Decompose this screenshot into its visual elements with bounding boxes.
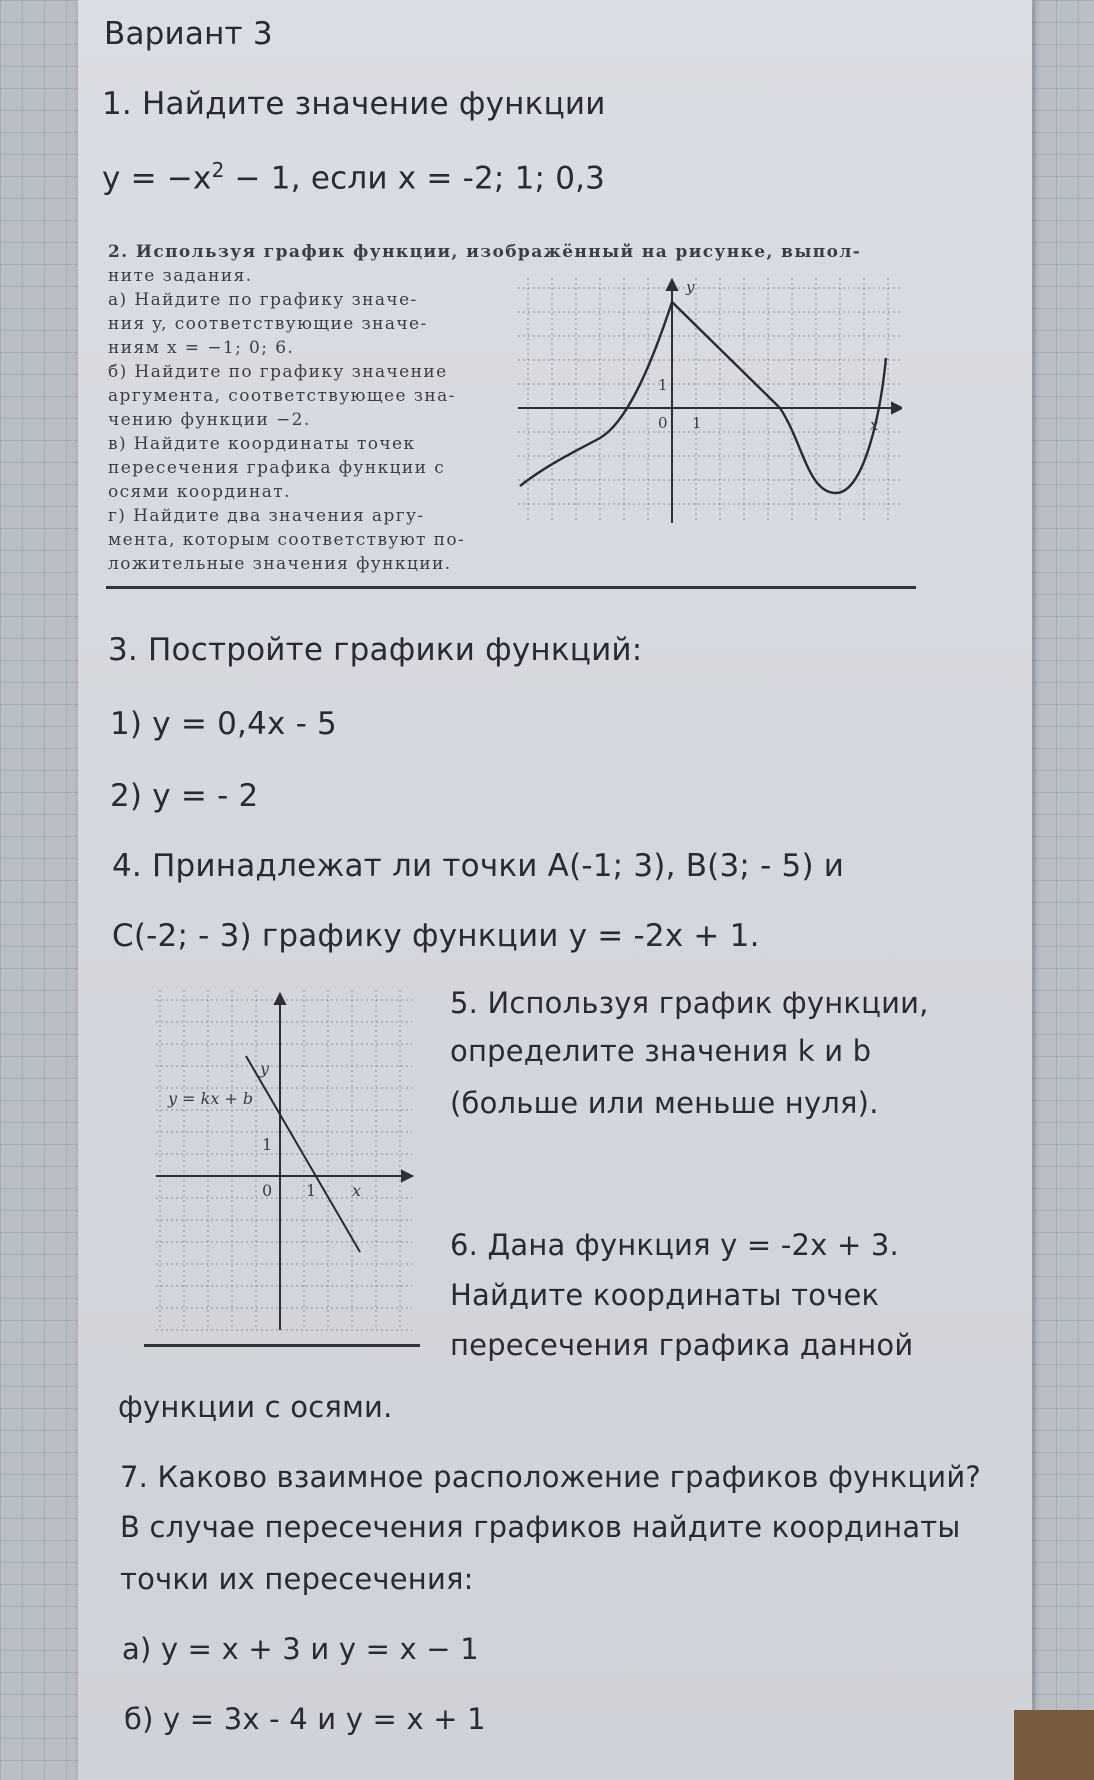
task6-line-0: 6. Дана функция y = -2x + 3. [450, 1228, 899, 1262]
task5-axes [156, 994, 412, 1330]
task2-line-3: ния y, соответствующие значе- [108, 314, 428, 334]
task2-line-10: осями координат. [108, 482, 291, 502]
task7-line-0: 7. Каково взаимное расположение графиков функций? [120, 1460, 981, 1494]
task6-line-2: пересечения графика данной [450, 1328, 914, 1362]
task7-line-2: точки их пересечения: [120, 1562, 474, 1596]
wood-surface [1014, 1710, 1094, 1780]
task7-item-a: а) y = x + 3 и y = x − 1 [122, 1632, 479, 1666]
task2-origin-label: 0 [658, 414, 668, 432]
task2-axes [518, 280, 902, 523]
task2-line-13: ложительные значения функции. [108, 554, 452, 574]
task1-eq-suffix: − 1, если x = -2; 1; 0,3 [224, 160, 606, 197]
task5-func-label: y = kx + b [168, 1089, 254, 1108]
task2-line-4: ниям x = −1; 0; 6. [108, 338, 295, 358]
task2-line-5: б) Найдите по графику значение [108, 362, 448, 382]
task2-line-7: чению функции −2. [108, 410, 311, 430]
task2-line-12: мента, которым соответствуют по- [108, 530, 466, 550]
task3-item-2: 2) y = - 2 [110, 778, 259, 814]
task2-one-y-label: 1 [658, 376, 668, 394]
task6-continuation: функции с осями. [118, 1390, 393, 1424]
task2-y-label: y [686, 278, 695, 296]
task5-graph [156, 990, 414, 1340]
task2-line-8: в) Найдите координаты точек [108, 434, 416, 454]
task5-x-label: x [352, 1181, 362, 1200]
task3-item-1: 1) y = 0,4x - 5 [110, 706, 337, 742]
task4-line-2: С(-2; - 3) графику функции y = -2x + 1. [112, 918, 760, 954]
task1-equation [102, 158, 605, 196]
divider-1 [106, 586, 916, 589]
task1-eq-prefix: y = −x [102, 160, 212, 197]
task1-eq-exponent: 2 [211, 158, 225, 182]
task7-line-1: В случае пересечения графиков найдите координаты [120, 1510, 961, 1544]
task7-item-b: б) y = 3x - 4 и y = x + 1 [124, 1702, 486, 1736]
task2-x-label: x [870, 416, 879, 434]
task2-function-curve [520, 302, 886, 493]
task2-graph [518, 278, 902, 528]
task2-line-6: аргумента, соответствующее зна- [108, 386, 456, 406]
task5-line-0: 5. Используя график функции, [450, 986, 929, 1020]
task5-one-y-label: 1 [262, 1135, 273, 1154]
task3-title: 3. Постройте графики функций: [108, 632, 643, 668]
task5-line-2: (больше или меньше нуля). [450, 1086, 879, 1120]
task4-line-1: 4. Принадлежат ли точки А(-1; 3), В(3; - 5) и [112, 848, 845, 884]
worksheet-page [78, 0, 1032, 1780]
task2-line-9: пересечения графика функции с [108, 458, 446, 478]
task2-line-1: ните задания. [108, 266, 253, 286]
variant-title: Вариант 3 [104, 16, 273, 52]
task6-line-1: Найдите координаты точек [450, 1278, 880, 1312]
task5-one-x-label: 1 [306, 1181, 317, 1200]
divider-2 [144, 1344, 420, 1347]
task1-text: 1. Найдите значение функции [102, 86, 606, 122]
task5-origin-label: 0 [262, 1181, 273, 1200]
task2-one-x-label: 1 [692, 414, 702, 432]
task5-y-label: y [260, 1059, 270, 1078]
task2-line-2: а) Найдите по графику значе- [108, 290, 418, 310]
task2-line-11: г) Найдите два значения аргу- [108, 506, 425, 526]
task5-line-1: определите значения k и b [450, 1034, 872, 1068]
task2-line-0: 2. Используя график функции, изображённый на рисунке, выпол- [108, 242, 862, 262]
